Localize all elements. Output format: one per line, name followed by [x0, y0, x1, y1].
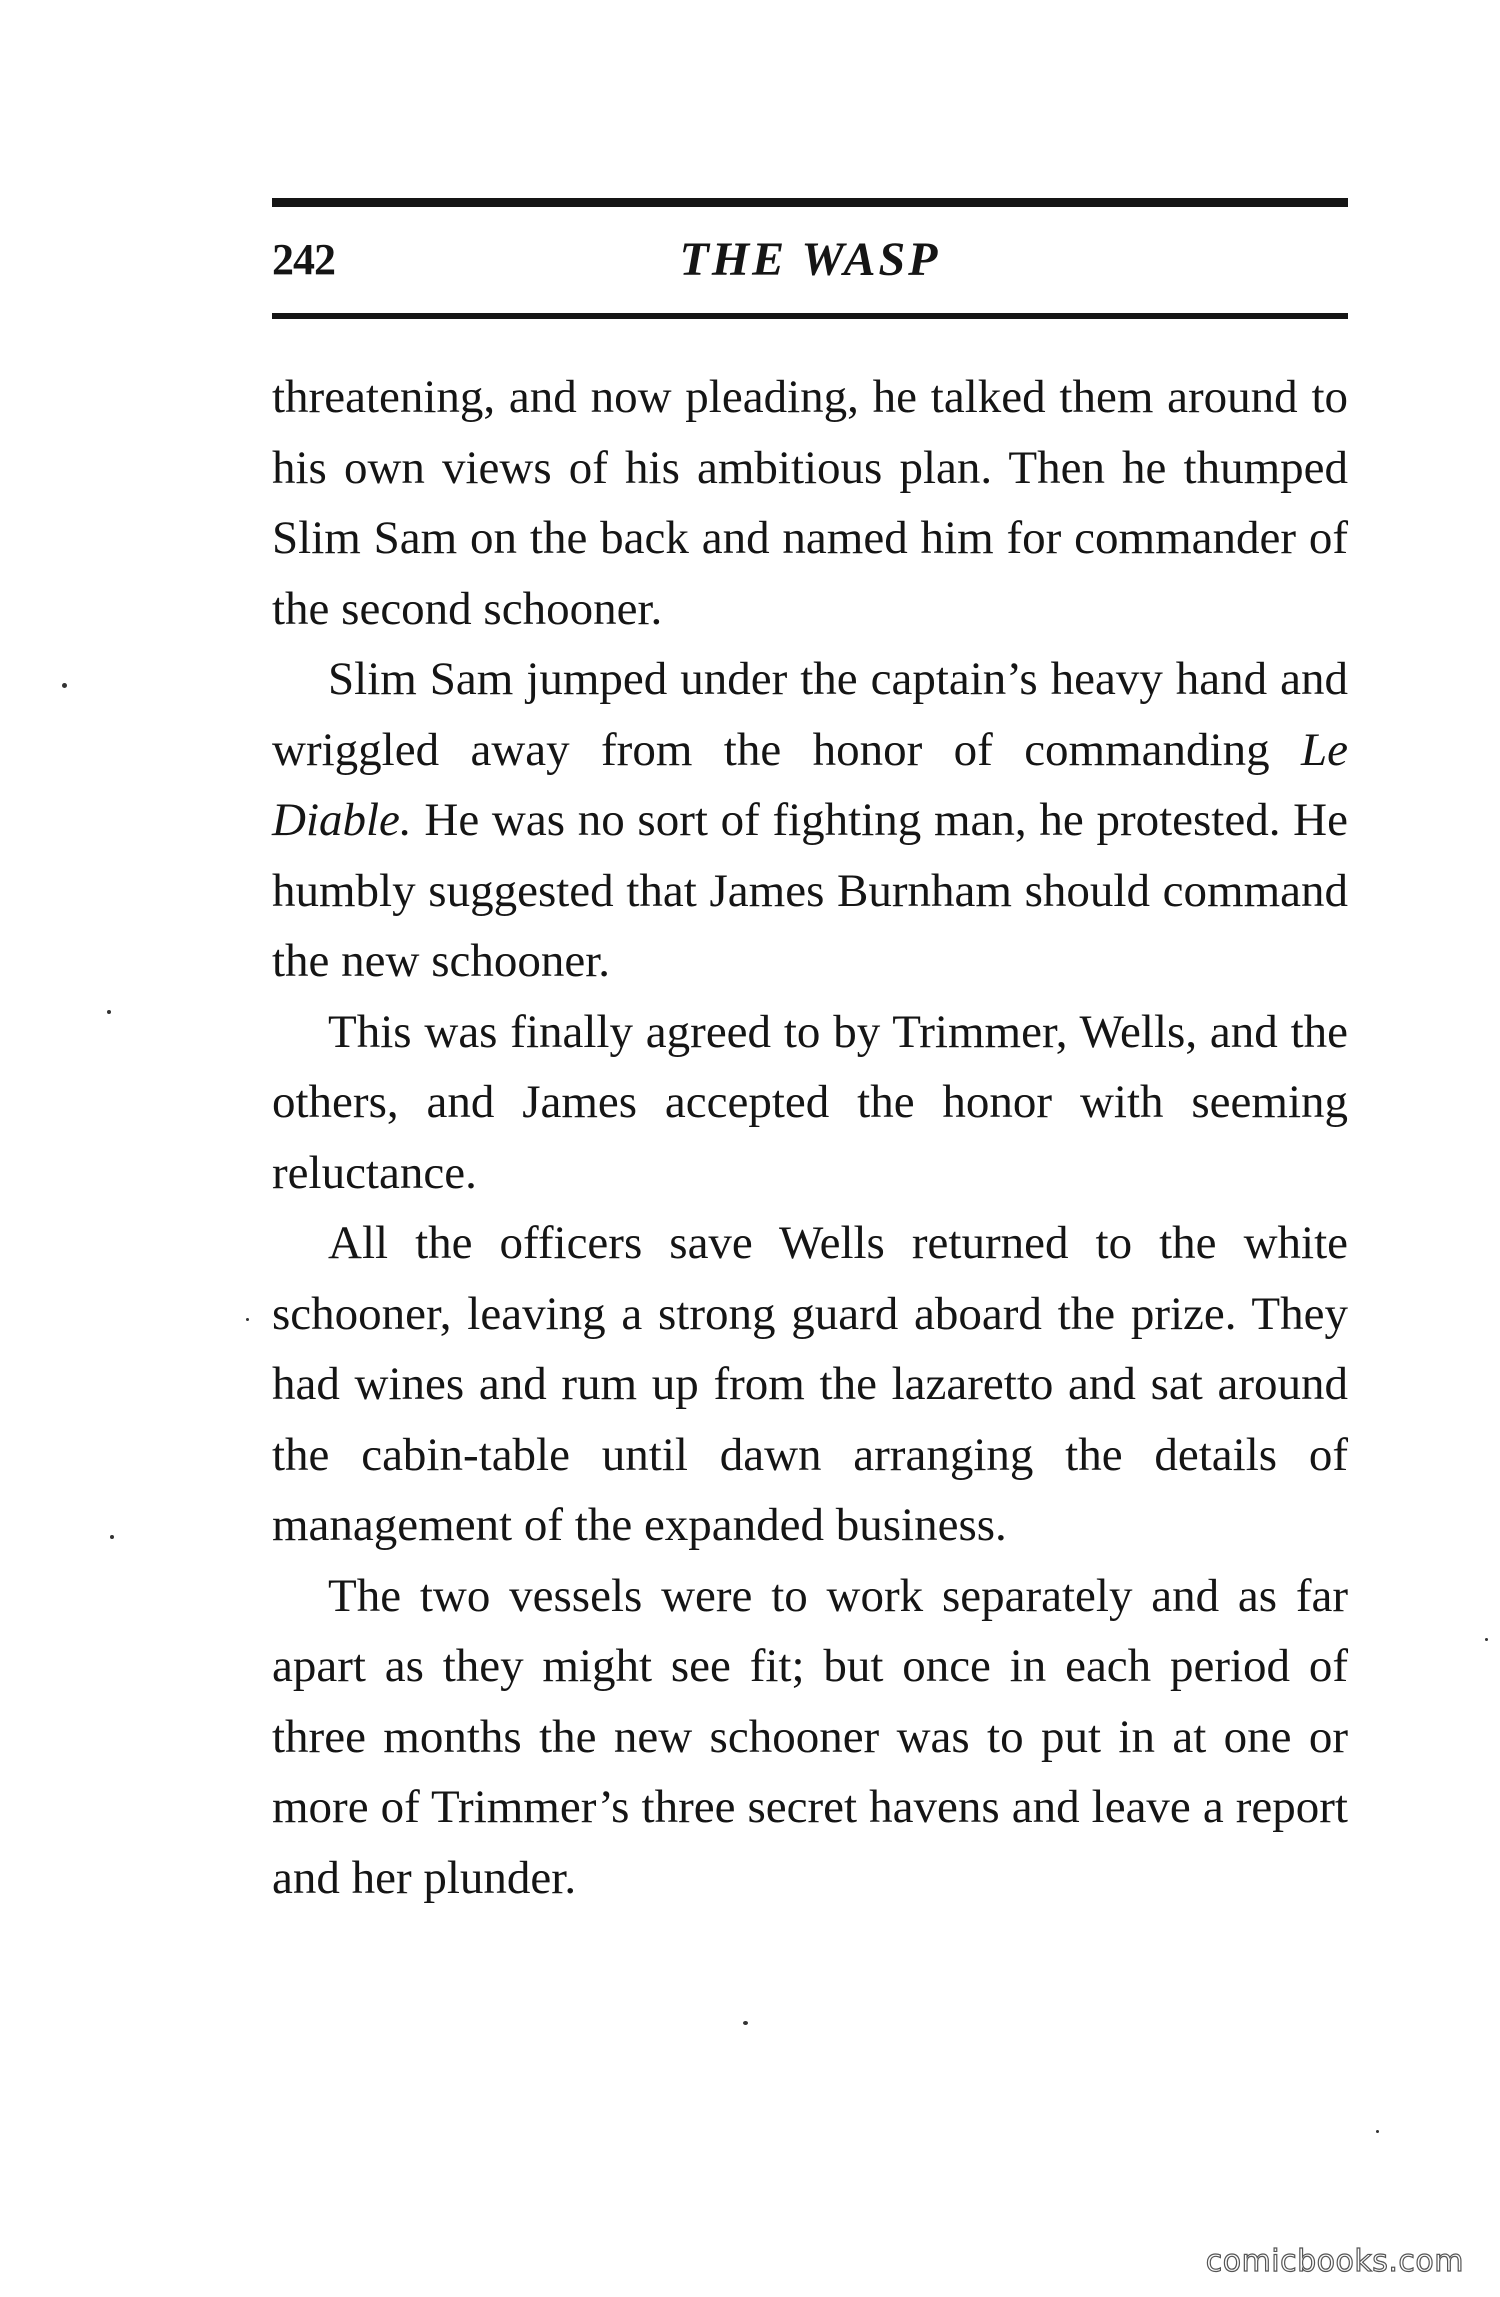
scan-speck — [246, 1318, 249, 1321]
scan-speck — [743, 2021, 748, 2025]
paragraph-5: The two vessels were to work separately and as far apart as they might see fit; but once in each period of three months the new schooner was to put in at one or more of Trimmer’s three secret havens and leave a report and her plunder. — [272, 1569, 1348, 1904]
scan-speck — [1485, 1638, 1488, 1641]
scan-speck — [107, 1010, 111, 1014]
running-header — [272, 228, 1348, 298]
paragraph-2-text-after: He was no sort of fighting man, he protested. He humbly suggested that James Burnham should command the new schooner. — [272, 794, 1348, 987]
header-bottom-rule — [272, 313, 1348, 319]
paragraph-3: This was finally agreed to by Trimmer, Wells, and the others, and James accepted the honor with seeming reluctance. — [272, 1005, 1348, 1199]
ship-name-italic: Le Diable. — [272, 723, 1348, 846]
running-title: THE WASP — [679, 233, 941, 286]
watermark-logo: comicbooks.com — [1205, 2244, 1464, 2279]
scan-speck — [1376, 2130, 1379, 2133]
paragraph-2 — [272, 644, 1348, 997]
paragraph-4: All the officers save Wells returned to the white schooner, leaving a strong guard aboard the prize. They had wines and rum up from the lazaretto and sat around the cabin-table until dawn arranging the details of management of the expanded business. — [272, 1217, 1348, 1551]
page-number: 242 — [272, 235, 335, 284]
header-top-rule — [272, 198, 1348, 207]
body-text — [272, 362, 1348, 1913]
scan-speck — [110, 1535, 114, 1539]
paragraph-2-text-before: Slim Sam jumped under the captain’s heavy hand and wriggled away from the honor of commanding — [272, 653, 1348, 776]
paragraph-1: threatening, and now pleading, he talked them around to his own views of his ambitious plan. Then he thumped Slim Sam on the back and named him for commander of the second schooner. — [272, 371, 1348, 635]
scan-speck — [62, 683, 67, 688]
